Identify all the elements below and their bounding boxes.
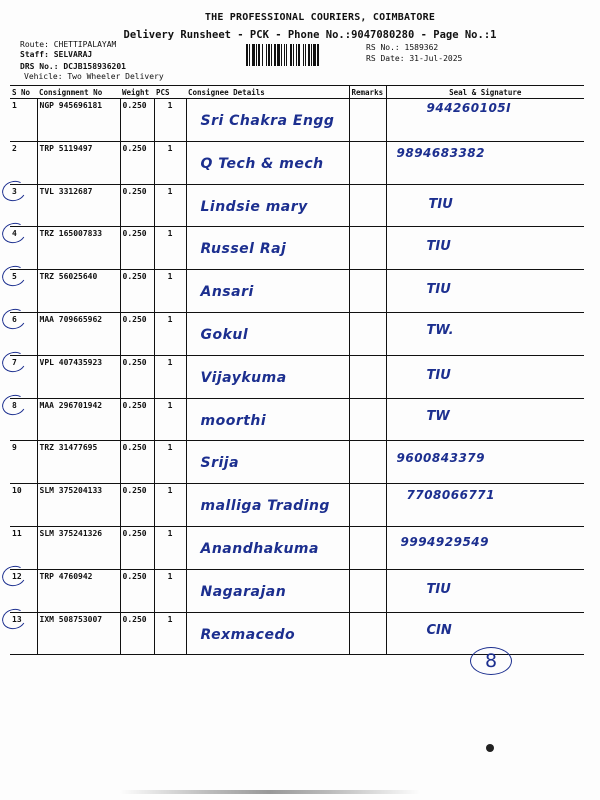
row-signature-handwriting: 944260105Ⅰ — [426, 101, 512, 115]
row-pcs: 1 — [154, 227, 186, 270]
row-sno-cell — [10, 355, 37, 398]
row-sno: 1 — [12, 101, 17, 110]
row-sno-cell — [10, 270, 37, 313]
row-sno: 11 — [12, 528, 22, 538]
row-weight: 0.250 — [120, 484, 154, 527]
row-sno-cell — [10, 441, 37, 484]
row-pcs: 1 — [154, 184, 186, 227]
table-row — [10, 355, 584, 398]
row-sno: 10 — [12, 486, 22, 496]
row-weight: 0.250 — [120, 184, 154, 227]
row-signature-cell — [386, 398, 584, 441]
table-row — [10, 184, 584, 227]
row-pcs: 1 — [154, 526, 186, 569]
row-signature-cell — [386, 99, 584, 142]
row-sno: 8 — [12, 400, 17, 410]
row-pcs: 1 — [154, 270, 186, 313]
row-sno-cell — [10, 569, 37, 612]
row-weight: 0.250 — [120, 398, 154, 441]
row-consignee-handwriting: Sri Chakra Engg — [200, 113, 335, 129]
row-consignment: MAA 296701942 — [37, 398, 120, 441]
row-consignment: TVL 3312687 — [37, 184, 120, 227]
row-signature-handwriting: TIU — [426, 239, 451, 255]
row-signature-handwriting: 9600843379 — [396, 451, 485, 466]
row-signature-cell — [386, 526, 584, 569]
row-sno: 13 — [12, 614, 22, 624]
row-remarks — [349, 227, 386, 270]
runsheet-subtitle: Delivery Runsheet - PCK - Phone No.:9047080280 - Page No.:1 — [123, 29, 497, 41]
row-consignment: NGP 945696181 — [37, 99, 120, 142]
row-consignment: IXM 508753007 — [37, 612, 120, 655]
row-consignment: TRZ 31477695 — [37, 441, 120, 484]
row-remarks — [349, 312, 386, 355]
row-weight: 0.250 — [120, 227, 154, 270]
row-sno: 3 — [12, 186, 17, 196]
row-consignee-handwriting: Lindsie mary — [200, 198, 308, 215]
row-sno-cell — [10, 184, 37, 227]
row-consignee-handwriting: malliga Trading — [200, 498, 330, 515]
page-count-mark: 8 — [470, 647, 512, 675]
row-consignee-cell — [186, 612, 349, 655]
row-pcs: 1 — [154, 355, 186, 398]
row-consignee-handwriting: moorthi — [200, 412, 267, 429]
table-row — [10, 526, 584, 569]
col-weight: Weight — [120, 86, 154, 99]
row-signature-cell — [386, 184, 584, 227]
row-signature-handwriting: TIU — [426, 581, 451, 597]
row-pcs: 1 — [154, 398, 186, 441]
row-signature-handwriting: TIU — [426, 367, 451, 383]
row-weight: 0.250 — [120, 441, 154, 484]
row-remarks — [349, 99, 386, 142]
row-remarks — [349, 355, 386, 398]
row-consignee-cell — [186, 441, 349, 484]
row-weight: 0.250 — [120, 312, 154, 355]
rs-date: RS Date: 31-Jul-2025 — [366, 54, 463, 63]
drs-label: DRS No.: DCJB158936201 — [20, 62, 126, 71]
row-remarks — [349, 441, 386, 484]
row-consignment: TRP 5119497 — [37, 141, 120, 184]
row-remarks — [349, 484, 386, 527]
col-signature: Seal & Signature — [386, 86, 584, 99]
row-signature-handwriting: 9894683382 — [396, 145, 485, 160]
row-signature-cell — [386, 569, 584, 612]
rs-number: RS No.: 1589362 — [366, 43, 439, 52]
row-consignee-handwriting: Gokul — [200, 326, 249, 343]
row-remarks — [349, 526, 386, 569]
row-consignee-handwriting: Rexmacedo — [200, 626, 296, 643]
row-consignee-cell — [186, 398, 349, 441]
table-row — [10, 569, 584, 612]
vehicle-label: Vehicle: Two Wheeler Delivery — [24, 72, 164, 81]
row-sno: 4 — [12, 229, 17, 239]
row-signature-cell — [386, 227, 584, 270]
row-consignee-cell — [186, 270, 349, 313]
row-sno: 9 — [12, 443, 17, 453]
table-row — [10, 484, 584, 527]
row-signature-cell — [386, 312, 584, 355]
company-title: THE PROFESSIONAL COURIERS, COIMBATORE — [204, 12, 436, 23]
row-sno: 2 — [12, 143, 17, 153]
row-consignee-handwriting: Vijaykuma — [200, 369, 287, 386]
row-consignee-cell — [186, 141, 349, 184]
row-pcs: 1 — [154, 484, 186, 527]
row-consignee-handwriting: Nagarajan — [200, 583, 287, 600]
row-signature-handwriting: TW. — [426, 322, 454, 338]
row-consignee-cell — [186, 484, 349, 527]
row-remarks — [349, 569, 386, 612]
row-sno: 7 — [12, 357, 17, 367]
row-consignee-cell — [186, 184, 349, 227]
row-weight: 0.250 — [120, 141, 154, 184]
row-sno-cell — [10, 526, 37, 569]
barcode — [246, 44, 358, 66]
row-consignee-handwriting: Ansari — [200, 284, 254, 301]
table-row — [10, 398, 584, 441]
col-consignment: Consignment No — [37, 86, 120, 99]
table-row — [10, 270, 584, 313]
table-row — [10, 441, 584, 484]
row-consignee-handwriting: Anandhakuma — [200, 540, 319, 557]
row-consignment: MAA 709665962 — [37, 312, 120, 355]
table-header — [10, 86, 584, 99]
row-pcs: 1 — [154, 99, 186, 142]
row-pcs: 1 — [154, 141, 186, 184]
row-signature-handwriting: TIU — [428, 196, 453, 212]
row-consignee-handwriting: Q Tech & mech — [200, 155, 324, 172]
row-consignment: SLM 375241326 — [37, 526, 120, 569]
row-remarks — [349, 398, 386, 441]
row-consignment: TRP 4760942 — [37, 569, 120, 612]
row-consignee-handwriting: Russel Raj — [200, 241, 287, 258]
row-consignee-cell — [186, 227, 349, 270]
row-consignee-cell — [186, 569, 349, 612]
row-sno-cell — [10, 141, 37, 184]
row-consignee-cell — [186, 99, 349, 142]
row-remarks — [349, 141, 386, 184]
row-remarks — [349, 270, 386, 313]
row-remarks — [349, 184, 386, 227]
row-sno-cell — [10, 99, 37, 142]
row-signature-cell — [386, 141, 584, 184]
row-pcs: 1 — [154, 612, 186, 655]
row-signature-handwriting: 9994929549 — [400, 534, 489, 549]
scan-smudge — [120, 790, 420, 794]
row-consignment: SLM 375204133 — [37, 484, 120, 527]
row-sno-cell — [10, 484, 37, 527]
row-signature-handwriting: 7708066771 — [406, 488, 495, 503]
row-signature-cell — [386, 270, 584, 313]
row-pcs: 1 — [154, 312, 186, 355]
row-signature-cell — [386, 484, 584, 527]
col-remarks: Remarks — [349, 86, 386, 99]
col-pcs: PCS — [154, 86, 186, 99]
row-weight: 0.250 — [120, 99, 154, 142]
row-consignee-cell — [186, 355, 349, 398]
row-sno-cell — [10, 612, 37, 655]
row-signature-handwriting: TW — [426, 408, 450, 424]
row-consignment: TRZ 165007833 — [37, 227, 120, 270]
row-weight: 0.250 — [120, 526, 154, 569]
row-sno: 6 — [12, 314, 17, 324]
col-sno: S No — [10, 86, 37, 99]
row-consignee-handwriting: Srija — [200, 455, 240, 472]
row-consignee-cell — [186, 312, 349, 355]
table-row — [10, 312, 584, 355]
row-sno-cell — [10, 398, 37, 441]
row-sno-cell — [10, 227, 37, 270]
row-consignment: TRZ 56025640 — [37, 270, 120, 313]
row-signature-handwriting: TIU — [426, 282, 451, 298]
row-signature-cell — [386, 355, 584, 398]
row-pcs: 1 — [154, 441, 186, 484]
col-consignee: Consignee Details — [186, 86, 349, 99]
row-pcs: 1 — [154, 569, 186, 612]
row-signature-handwriting: CIN — [426, 622, 452, 638]
table-row — [10, 99, 584, 142]
runsheet-table — [10, 85, 584, 655]
route-label: Route: CHETTIPALAYAM — [20, 40, 117, 49]
row-signature-cell — [386, 441, 584, 484]
row-weight: 0.250 — [120, 569, 154, 612]
row-consignee-cell — [186, 526, 349, 569]
row-remarks — [349, 612, 386, 655]
row-sno-cell — [10, 312, 37, 355]
row-sno: 5 — [12, 272, 17, 282]
row-weight: 0.250 — [120, 355, 154, 398]
staff-label: Staff: SELVARAJ — [20, 50, 93, 59]
table-row — [10, 141, 584, 184]
table-row — [10, 227, 584, 270]
row-weight: 0.250 — [120, 270, 154, 313]
row-weight: 0.250 — [120, 612, 154, 655]
row-consignment: VPL 407435923 — [37, 355, 120, 398]
row-sno: 12 — [12, 571, 22, 581]
ink-dot — [486, 744, 494, 752]
